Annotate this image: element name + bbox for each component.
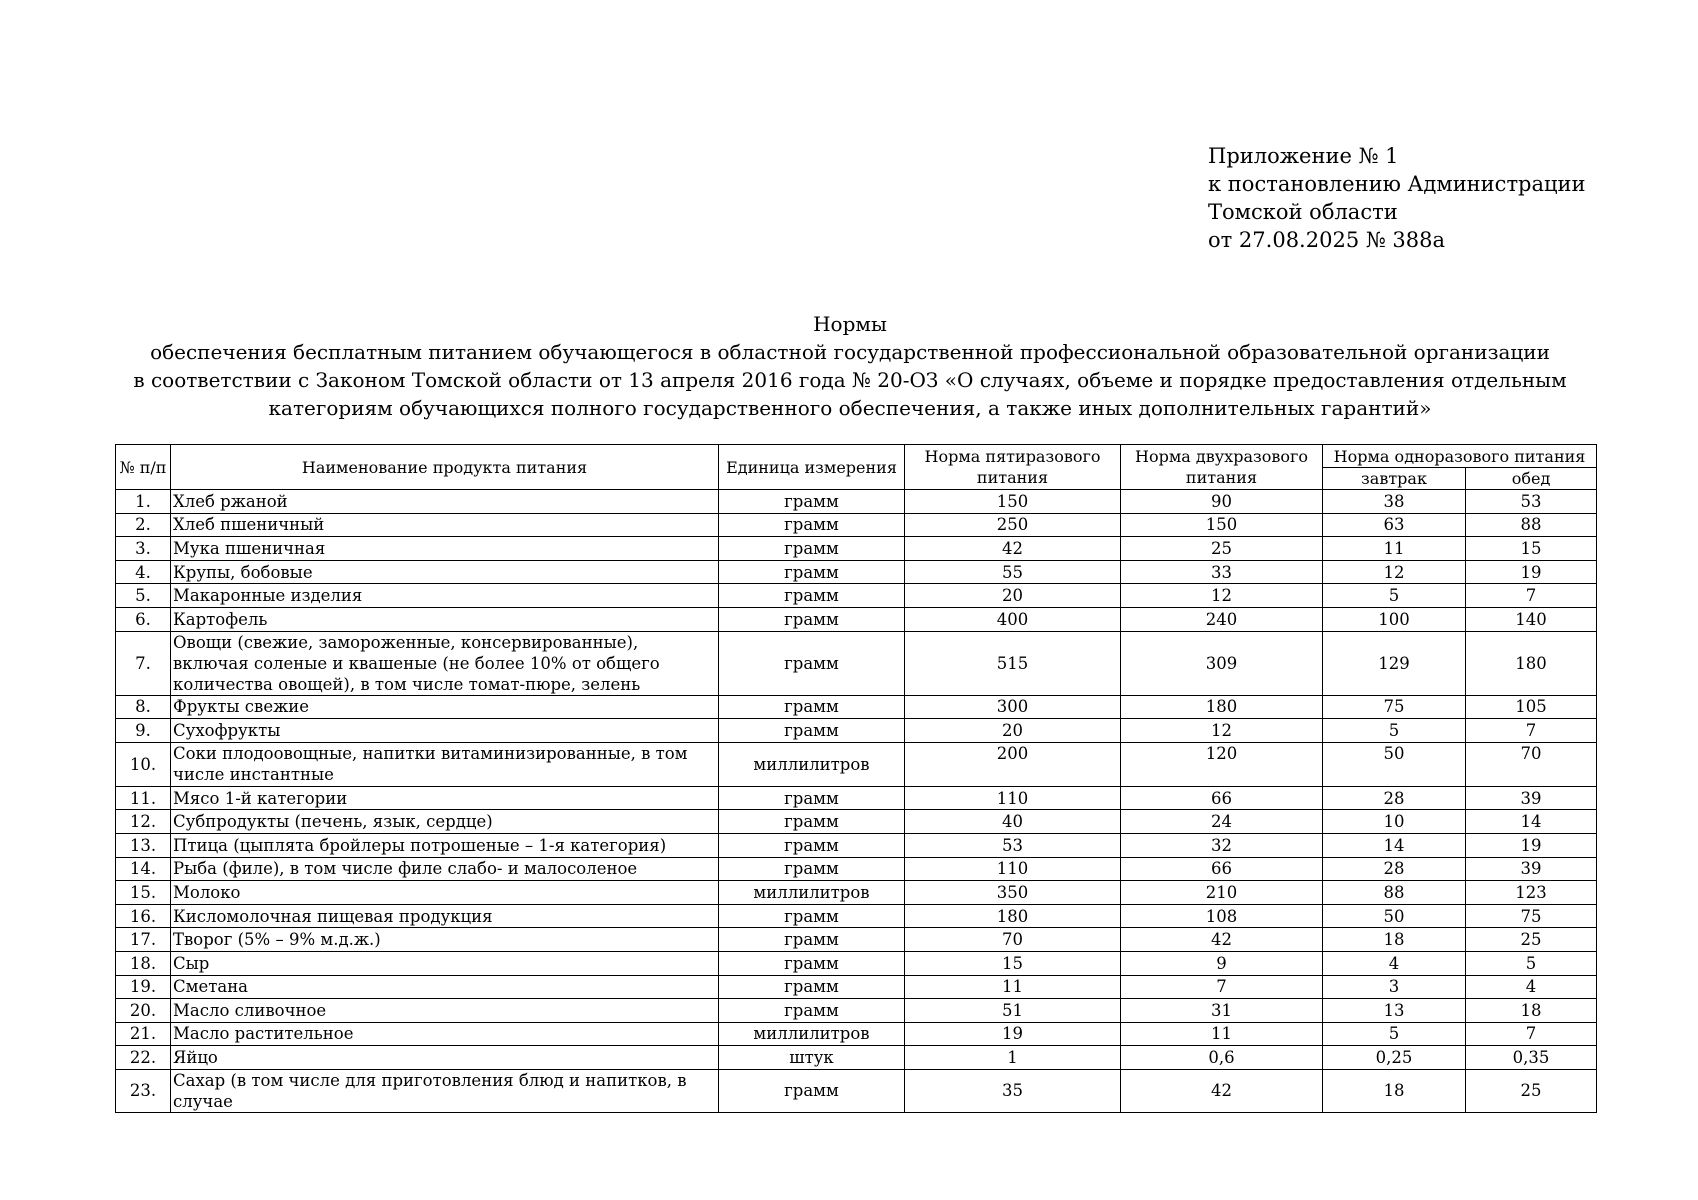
row-product-name: Сахар (в том числе для приготовления блюд и напитков, в случае: [171, 1069, 719, 1112]
row-unit: грамм: [719, 631, 905, 695]
row-unit: миллилитров: [719, 881, 905, 905]
header-breakfast: завтрак: [1323, 468, 1466, 490]
table-row: [116, 999, 1597, 1023]
row-five-meal: 70: [905, 928, 1121, 952]
table-row: [116, 786, 1597, 810]
row-two-meal: 11: [1121, 1022, 1323, 1046]
title-line-1: Нормы: [813, 312, 887, 336]
row-breakfast: 5: [1323, 584, 1466, 608]
row-lunch: 19: [1466, 560, 1597, 584]
row-breakfast: 38: [1323, 490, 1466, 514]
row-product-name: Картофель: [171, 607, 719, 631]
row-two-meal: 42: [1121, 928, 1323, 952]
row-two-meal: 180: [1121, 695, 1323, 719]
row-two-meal: 120: [1121, 742, 1323, 786]
table-row: [116, 951, 1597, 975]
row-number: 3.: [116, 537, 171, 561]
row-two-meal: 42: [1121, 1069, 1323, 1112]
row-number: 18.: [116, 951, 171, 975]
row-two-meal: 33: [1121, 560, 1323, 584]
table-row: [116, 1069, 1597, 1112]
row-lunch: 7: [1466, 584, 1597, 608]
row-breakfast: 50: [1323, 904, 1466, 928]
row-number: 12.: [116, 810, 171, 834]
table-row: [116, 695, 1597, 719]
row-lunch: 105: [1466, 695, 1597, 719]
table-row: [116, 560, 1597, 584]
row-unit: грамм: [719, 607, 905, 631]
row-unit: штук: [719, 1046, 905, 1070]
row-lunch: 7: [1466, 719, 1597, 743]
row-two-meal: 12: [1121, 719, 1323, 743]
row-unit: миллилитров: [719, 742, 905, 786]
table-row: [116, 928, 1597, 952]
header-five-meal: Норма пятиразового питания: [905, 445, 1121, 490]
row-two-meal: 66: [1121, 857, 1323, 881]
appendix-line-3: Томской области: [1208, 200, 1398, 224]
table-row: [116, 904, 1597, 928]
row-five-meal: 53: [905, 833, 1121, 857]
row-product-name: Сухофрукты: [171, 719, 719, 743]
row-two-meal: 12: [1121, 584, 1323, 608]
row-five-meal: 40: [905, 810, 1121, 834]
row-breakfast: 12: [1323, 560, 1466, 584]
row-unit: грамм: [719, 719, 905, 743]
row-breakfast: 129: [1323, 631, 1466, 695]
header-num: № п/п: [116, 445, 171, 490]
row-two-meal: 0,6: [1121, 1046, 1323, 1070]
row-lunch: 180: [1466, 631, 1597, 695]
row-two-meal: 32: [1121, 833, 1323, 857]
row-two-meal: 66: [1121, 786, 1323, 810]
row-breakfast: 5: [1323, 719, 1466, 743]
row-five-meal: 400: [905, 607, 1121, 631]
row-breakfast: 50: [1323, 742, 1466, 786]
table-row: [116, 607, 1597, 631]
row-product-name: Макаронные изделия: [171, 584, 719, 608]
title-line-3: в соответствии с Законом Томской области от 13 апреля 2016 года № 20-ОЗ «О случаях, объеме и порядке предоставления отдельным: [133, 368, 1567, 392]
row-unit: грамм: [719, 951, 905, 975]
table-row: [116, 513, 1597, 537]
row-unit: грамм: [719, 490, 905, 514]
row-breakfast: 13: [1323, 999, 1466, 1023]
header-lunch: обед: [1466, 468, 1597, 490]
row-breakfast: 18: [1323, 1069, 1466, 1112]
row-unit: грамм: [719, 537, 905, 561]
row-lunch: 70: [1466, 742, 1597, 786]
row-lunch: 123: [1466, 881, 1597, 905]
row-breakfast: 0,25: [1323, 1046, 1466, 1070]
row-number: 19.: [116, 975, 171, 999]
row-breakfast: 75: [1323, 695, 1466, 719]
row-number: 1.: [116, 490, 171, 514]
row-five-meal: 20: [905, 719, 1121, 743]
row-breakfast: 88: [1323, 881, 1466, 905]
row-five-meal: 150: [905, 490, 1121, 514]
row-product-name: Масло сливочное: [171, 999, 719, 1023]
row-number: 20.: [116, 999, 171, 1023]
row-two-meal: 25: [1121, 537, 1323, 561]
row-unit: грамм: [719, 584, 905, 608]
row-two-meal: 31: [1121, 999, 1323, 1023]
row-two-meal: 7: [1121, 975, 1323, 999]
row-lunch: 140: [1466, 607, 1597, 631]
row-five-meal: 55: [905, 560, 1121, 584]
row-unit: миллилитров: [719, 1022, 905, 1046]
row-number: 11.: [116, 786, 171, 810]
row-five-meal: 51: [905, 999, 1121, 1023]
table-row: [116, 833, 1597, 857]
table-row: [116, 631, 1597, 695]
table-row: [116, 719, 1597, 743]
header-name: Наименование продукта питания: [171, 445, 719, 490]
row-number: 16.: [116, 904, 171, 928]
row-five-meal: 19: [905, 1022, 1121, 1046]
row-unit: грамм: [719, 513, 905, 537]
header-two-meal: Норма двухразового питания: [1121, 445, 1323, 490]
table-row: [116, 490, 1597, 514]
row-two-meal: 108: [1121, 904, 1323, 928]
row-product-name: Творог (5% – 9% м.д.ж.): [171, 928, 719, 952]
row-breakfast: 18: [1323, 928, 1466, 952]
row-unit: грамм: [719, 975, 905, 999]
table-row: [116, 881, 1597, 905]
row-product-name: Яйцо: [171, 1046, 719, 1070]
title-line-2: обеспечения бесплатным питанием обучающегося в областной государственной профессиональной образовательной организации: [150, 340, 1550, 364]
row-lunch: 39: [1466, 857, 1597, 881]
row-five-meal: 35: [905, 1069, 1121, 1112]
row-unit: грамм: [719, 1069, 905, 1112]
row-five-meal: 180: [905, 904, 1121, 928]
row-number: 22.: [116, 1046, 171, 1070]
table-row: [116, 975, 1597, 999]
row-breakfast: 14: [1323, 833, 1466, 857]
row-lunch: 39: [1466, 786, 1597, 810]
row-five-meal: 250: [905, 513, 1121, 537]
row-number: 21.: [116, 1022, 171, 1046]
table-row: [116, 1022, 1597, 1046]
row-number: 8.: [116, 695, 171, 719]
row-unit: грамм: [719, 904, 905, 928]
row-product-name: Соки плодоовощные, напитки витаминизированные, в том числе инстантные: [171, 742, 719, 786]
row-breakfast: 11: [1323, 537, 1466, 561]
row-breakfast: 63: [1323, 513, 1466, 537]
row-five-meal: 110: [905, 786, 1121, 810]
row-breakfast: 4: [1323, 951, 1466, 975]
table-row: [116, 742, 1597, 786]
row-product-name: Крупы, бобовые: [171, 560, 719, 584]
row-product-name: Сыр: [171, 951, 719, 975]
row-product-name: Хлеб ржаной: [171, 490, 719, 514]
row-two-meal: 309: [1121, 631, 1323, 695]
row-breakfast: 28: [1323, 857, 1466, 881]
table-header: [116, 445, 1597, 490]
row-breakfast: 100: [1323, 607, 1466, 631]
row-lunch: 5: [1466, 951, 1597, 975]
row-five-meal: 20: [905, 584, 1121, 608]
row-breakfast: 3: [1323, 975, 1466, 999]
row-number: 2.: [116, 513, 171, 537]
table-body: [116, 490, 1597, 1113]
title-line-4: категориям обучающихся полного государственного обеспечения, а также иных дополнительных гарантий»: [268, 396, 1432, 420]
row-product-name: Овощи (свежие, замороженные, консервированные), включая соленые и квашеные (не более 10% от общего количества овощей), в том числе томат-пюре, зелень: [171, 631, 719, 695]
row-product-name: Хлеб пшеничный: [171, 513, 719, 537]
row-unit: грамм: [719, 928, 905, 952]
row-lunch: 19: [1466, 833, 1597, 857]
table-row: [116, 584, 1597, 608]
row-lunch: 18: [1466, 999, 1597, 1023]
table-row: [116, 1046, 1597, 1070]
row-product-name: Фрукты свежие: [171, 695, 719, 719]
row-number: 14.: [116, 857, 171, 881]
row-number: 5.: [116, 584, 171, 608]
row-lunch: 25: [1466, 1069, 1597, 1112]
row-lunch: 7: [1466, 1022, 1597, 1046]
row-number: 10.: [116, 742, 171, 786]
table-row: [116, 857, 1597, 881]
header-unit: Единица измерения: [719, 445, 905, 490]
row-lunch: 14: [1466, 810, 1597, 834]
row-two-meal: 9: [1121, 951, 1323, 975]
row-product-name: Сметана: [171, 975, 719, 999]
row-two-meal: 24: [1121, 810, 1323, 834]
row-product-name: Птица (цыплята бройлеры потрошеные – 1-я категория): [171, 833, 719, 857]
document-title: [110, 310, 1590, 422]
row-product-name: Молоко: [171, 881, 719, 905]
row-lunch: 25: [1466, 928, 1597, 952]
row-unit: грамм: [719, 857, 905, 881]
row-two-meal: 210: [1121, 881, 1323, 905]
row-lunch: 15: [1466, 537, 1597, 561]
row-unit: грамм: [719, 833, 905, 857]
table-row: [116, 810, 1597, 834]
appendix-block: [1208, 142, 1586, 254]
norms-table: [115, 444, 1597, 1113]
row-lunch: 0,35: [1466, 1046, 1597, 1070]
row-two-meal: 90: [1121, 490, 1323, 514]
row-unit: грамм: [719, 786, 905, 810]
row-five-meal: 11: [905, 975, 1121, 999]
row-lunch: 88: [1466, 513, 1597, 537]
row-two-meal: 240: [1121, 607, 1323, 631]
row-five-meal: 1: [905, 1046, 1121, 1070]
row-unit: грамм: [719, 810, 905, 834]
row-lunch: 75: [1466, 904, 1597, 928]
row-unit: грамм: [719, 560, 905, 584]
table-row: [116, 537, 1597, 561]
row-five-meal: 200: [905, 742, 1121, 786]
row-product-name: Рыба (филе), в том числе филе слабо- и малосоленое: [171, 857, 719, 881]
row-product-name: Масло растительное: [171, 1022, 719, 1046]
row-product-name: Мука пшеничная: [171, 537, 719, 561]
row-lunch: 4: [1466, 975, 1597, 999]
header-one-meal: Норма одноразового питания: [1323, 445, 1597, 468]
row-breakfast: 5: [1323, 1022, 1466, 1046]
row-number: 7.: [116, 631, 171, 695]
row-unit: грамм: [719, 999, 905, 1023]
row-breakfast: 28: [1323, 786, 1466, 810]
row-number: 9.: [116, 719, 171, 743]
row-number: 23.: [116, 1069, 171, 1112]
row-five-meal: 110: [905, 857, 1121, 881]
row-number: 6.: [116, 607, 171, 631]
appendix-line-2: к постановлению Администрации: [1208, 172, 1586, 196]
row-five-meal: 42: [905, 537, 1121, 561]
row-five-meal: 15: [905, 951, 1121, 975]
row-five-meal: 350: [905, 881, 1121, 905]
row-five-meal: 515: [905, 631, 1121, 695]
row-number: 15.: [116, 881, 171, 905]
row-lunch: 53: [1466, 490, 1597, 514]
appendix-line-1: Приложение № 1: [1208, 144, 1399, 168]
row-number: 17.: [116, 928, 171, 952]
row-breakfast: 10: [1323, 810, 1466, 834]
row-product-name: Мясо 1-й категории: [171, 786, 719, 810]
row-five-meal: 300: [905, 695, 1121, 719]
row-number: 13.: [116, 833, 171, 857]
row-number: 4.: [116, 560, 171, 584]
row-unit: грамм: [719, 695, 905, 719]
row-two-meal: 150: [1121, 513, 1323, 537]
row-product-name: Субпродукты (печень, язык, сердце): [171, 810, 719, 834]
appendix-line-4: от 27.08.2025 № 388а: [1208, 228, 1445, 252]
row-product-name: Кисломолочная пищевая продукция: [171, 904, 719, 928]
